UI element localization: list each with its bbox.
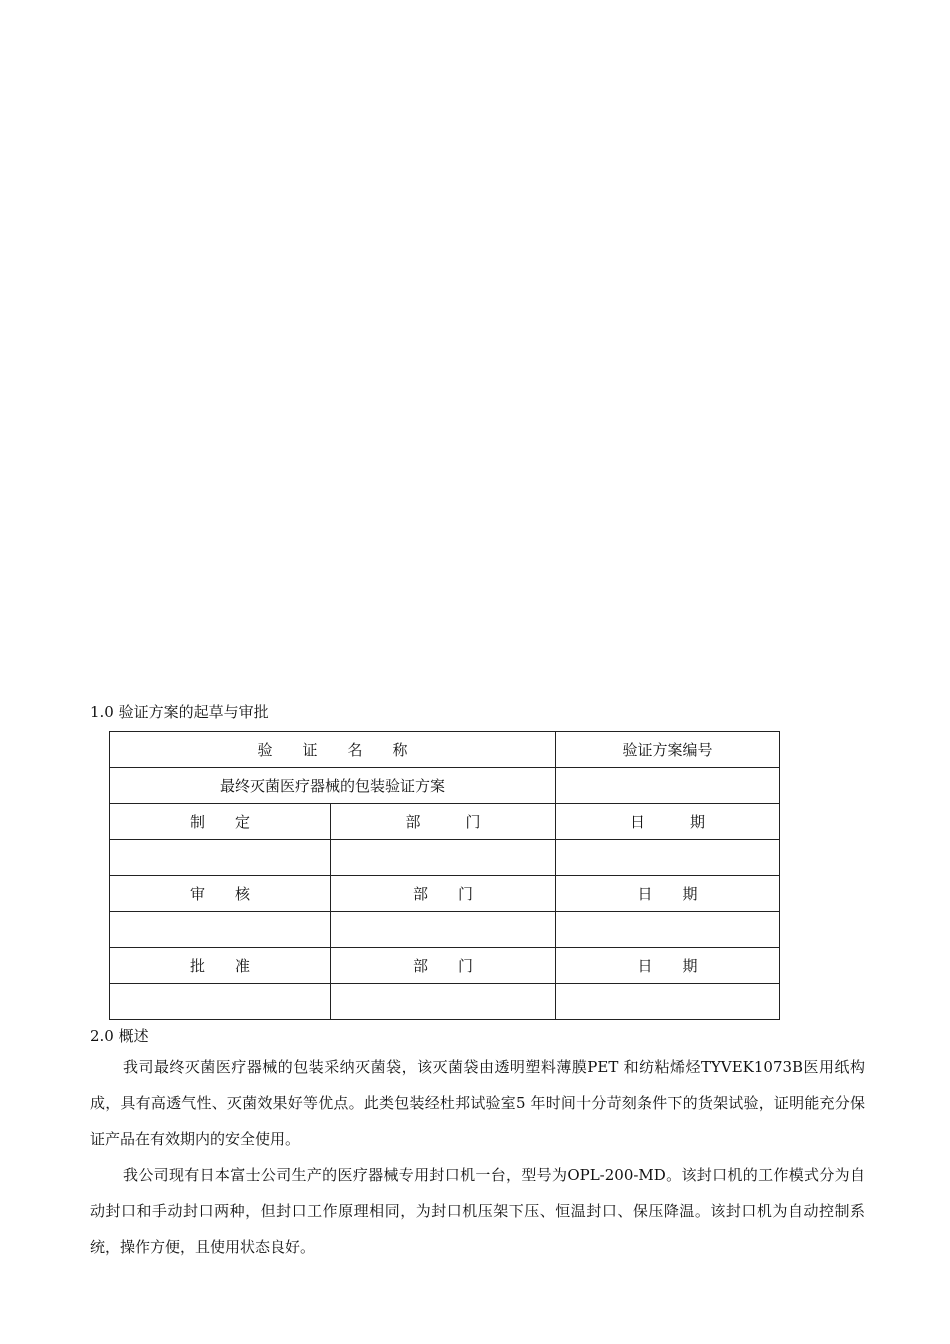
department-label: 部 门 bbox=[331, 948, 556, 984]
table-row-drafted-header bbox=[110, 804, 780, 840]
overview-paragraph-1: 我司最终灭菌医疗器械的包装采纳灭菌袋，该灭菌袋由透明塑料薄膜PET 和纺粘烯烃TYVEK1073B医用纸构成，具有高透气性、灭菌效果好等优点。此类包装经杜邦试验室5 年时间十分苛刻条件下的货架试验，证明能充分保证产品在有效期内的安全使用。 bbox=[90, 1058, 865, 1148]
drafted-by-value bbox=[110, 840, 331, 876]
validation-number-value bbox=[556, 768, 780, 804]
table-row-approved-header bbox=[110, 948, 780, 984]
validation-number-label: 验证方案编号 bbox=[556, 732, 780, 768]
date-label: 日 期 bbox=[556, 876, 780, 912]
approved-department-value bbox=[331, 984, 556, 1020]
overview-paragraph-2: 我公司现有日本富士公司生产的医疗器械专用封口机一台，型号为OPL-200-MD。该封口机的工作模式分为自动封口和手动封口两种，但封口工作原理相同，为封口机压架下压、恒温封口、保压降温。该封口机为自动控制系统，操作方便，且使用状态良好。 bbox=[90, 1166, 865, 1256]
drafted-by-label: 制 定 bbox=[110, 804, 331, 840]
table-row-reviewed-values bbox=[110, 912, 780, 948]
reviewed-department-value bbox=[331, 912, 556, 948]
section-heading-overview: 2.0 概述 bbox=[90, 1027, 149, 1045]
reviewed-by-label: 审 核 bbox=[110, 876, 331, 912]
reviewed-by-value bbox=[110, 912, 331, 948]
table-row-reviewed-header bbox=[110, 876, 780, 912]
drafted-date-value bbox=[556, 840, 780, 876]
table-row-approved-values bbox=[110, 984, 780, 1020]
department-label: 部 门 bbox=[331, 804, 556, 840]
table-row-drafted-values bbox=[110, 840, 780, 876]
table-name-row bbox=[110, 768, 780, 804]
approved-by-label: 批 准 bbox=[110, 948, 331, 984]
drafted-department-value bbox=[331, 840, 556, 876]
approved-date-value bbox=[556, 984, 780, 1020]
section-heading-drafting-approval: 1.0 验证方案的起草与审批 bbox=[90, 703, 269, 721]
date-label: 日 期 bbox=[556, 804, 780, 840]
approved-by-value bbox=[110, 984, 331, 1020]
validation-name-value: 最终灭菌医疗器械的包装验证方案 bbox=[110, 768, 556, 804]
validation-name-label: 验 证 名 称 bbox=[110, 732, 556, 768]
department-label: 部 门 bbox=[331, 876, 556, 912]
table-header-row bbox=[110, 732, 780, 768]
reviewed-date-value bbox=[556, 912, 780, 948]
approval-table bbox=[109, 731, 780, 1020]
date-label: 日 期 bbox=[556, 948, 780, 984]
